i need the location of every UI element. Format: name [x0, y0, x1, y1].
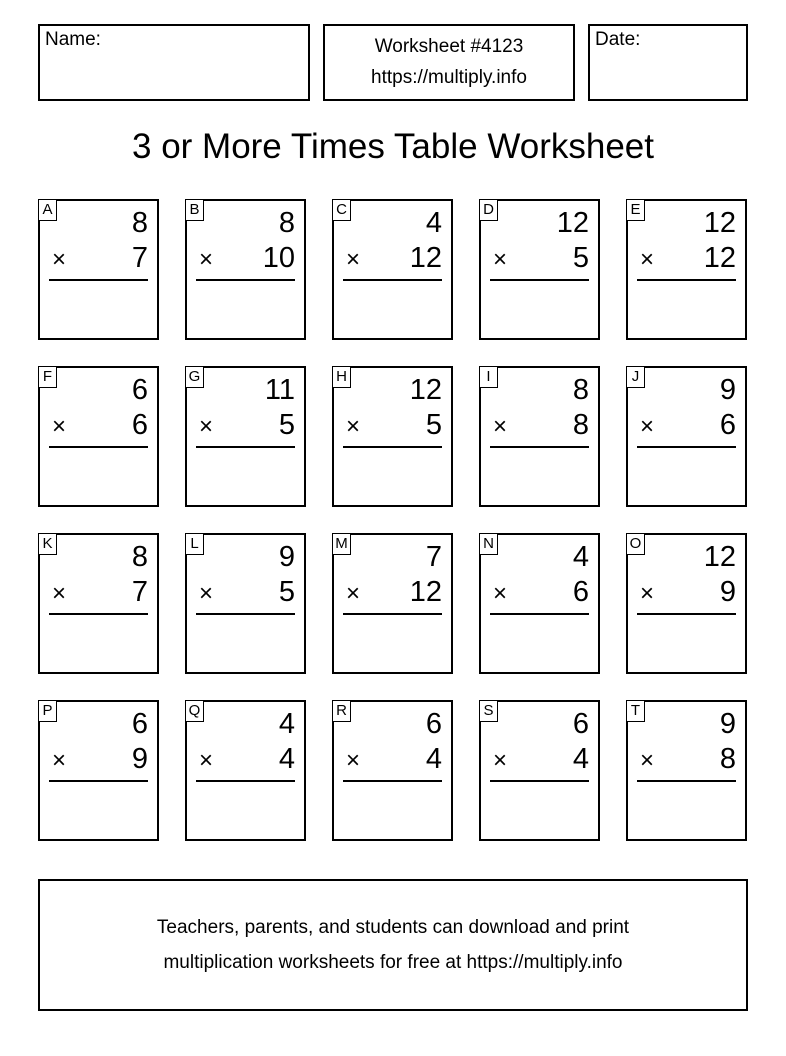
times-sign: ×	[52, 413, 67, 440]
times-sign: ×	[199, 246, 214, 273]
problem-letter: B	[185, 199, 204, 221]
problem-bottom-number: 4	[278, 743, 295, 775]
problem-top-number: 6	[572, 708, 589, 740]
problem-card[interactable]	[626, 366, 747, 507]
problem-bottom-number: 4	[425, 743, 442, 775]
problem-top-number: 12	[409, 374, 442, 406]
problem-top-number: 9	[278, 541, 295, 573]
problem-card[interactable]	[38, 700, 159, 841]
name-field-box[interactable]	[38, 24, 310, 101]
problem-top-number: 12	[703, 541, 736, 573]
problem-bottom-number: 10	[262, 242, 295, 274]
worksheet-number: Worksheet #4123	[374, 36, 524, 57]
answer-line	[49, 613, 148, 615]
problem-top-number: 8	[278, 207, 295, 239]
problem-top-number: 4	[572, 541, 589, 573]
problem-letter: P	[38, 700, 57, 722]
problem-card[interactable]	[626, 700, 747, 841]
problem-letter: O	[626, 533, 645, 555]
problem-letter: H	[332, 366, 351, 388]
answer-line	[343, 780, 442, 782]
times-sign: ×	[199, 747, 214, 774]
answer-line	[196, 780, 295, 782]
problem-letter: M	[332, 533, 351, 555]
problem-card[interactable]	[626, 199, 747, 340]
problem-bottom-number: 8	[719, 743, 736, 775]
worksheet-info-box	[323, 24, 575, 101]
answer-line	[490, 780, 589, 782]
answer-line	[196, 279, 295, 281]
problem-letter: L	[185, 533, 204, 555]
problem-bottom-number: 6	[719, 409, 736, 441]
problem-bottom-number: 12	[409, 576, 442, 608]
problem-letter: G	[185, 366, 204, 388]
problem-top-number: 8	[131, 541, 148, 573]
problem-letter: N	[479, 533, 498, 555]
problem-top-number: 9	[719, 374, 736, 406]
problem-letter: F	[38, 366, 57, 388]
problem-card[interactable]	[38, 533, 159, 674]
times-sign: ×	[52, 747, 67, 774]
problem-bottom-number: 6	[572, 576, 589, 608]
problem-bottom-number: 5	[572, 242, 589, 274]
answer-line	[490, 279, 589, 281]
problem-bottom-number: 6	[131, 409, 148, 441]
problem-top-number: 12	[556, 207, 589, 239]
problem-card[interactable]	[332, 199, 453, 340]
page-title: 3 or More Times Table Worksheet	[132, 127, 654, 166]
problem-bottom-number: 7	[131, 242, 148, 274]
problem-card[interactable]	[332, 533, 453, 674]
times-sign: ×	[640, 413, 655, 440]
times-sign: ×	[346, 246, 361, 273]
problem-card[interactable]	[185, 366, 306, 507]
times-sign: ×	[52, 246, 67, 273]
times-sign: ×	[346, 580, 361, 607]
problem-card[interactable]	[332, 700, 453, 841]
times-sign: ×	[640, 747, 655, 774]
worksheet-url: https://multiply.info	[371, 67, 527, 88]
date-label: Date:	[595, 29, 641, 50]
times-sign: ×	[346, 747, 361, 774]
answer-line	[343, 613, 442, 615]
problem-card[interactable]	[626, 533, 747, 674]
times-sign: ×	[493, 747, 508, 774]
footer-line-1: Teachers, parents, and students can download and print	[156, 917, 630, 938]
problem-letter: S	[479, 700, 498, 722]
answer-line	[196, 446, 295, 448]
problem-letter: Q	[185, 700, 204, 722]
problem-bottom-number: 5	[278, 409, 295, 441]
problem-bottom-number: 9	[719, 576, 736, 608]
answer-line	[343, 279, 442, 281]
problem-card[interactable]	[38, 366, 159, 507]
problem-top-number: 4	[278, 708, 295, 740]
answer-line	[49, 780, 148, 782]
problem-letter: K	[38, 533, 57, 555]
problem-top-number: 7	[425, 541, 442, 573]
problem-bottom-number: 8	[572, 409, 589, 441]
problem-top-number: 12	[703, 207, 736, 239]
problem-bottom-number: 12	[409, 242, 442, 274]
problem-card[interactable]	[479, 366, 600, 507]
problem-top-number: 6	[425, 708, 442, 740]
problem-top-number: 4	[425, 207, 442, 239]
problem-bottom-number: 12	[703, 242, 736, 274]
name-label: Name:	[45, 29, 101, 50]
problem-bottom-number: 5	[278, 576, 295, 608]
answer-line	[343, 446, 442, 448]
problem-card[interactable]	[479, 533, 600, 674]
footer-box	[38, 879, 748, 1011]
times-sign: ×	[493, 246, 508, 273]
problem-bottom-number: 5	[425, 409, 442, 441]
problem-card[interactable]	[479, 199, 600, 340]
times-sign: ×	[199, 413, 214, 440]
answer-line	[637, 613, 736, 615]
answer-line	[490, 446, 589, 448]
answer-line	[49, 446, 148, 448]
problem-top-number: 6	[131, 374, 148, 406]
answer-line	[637, 780, 736, 782]
problem-top-number: 8	[131, 207, 148, 239]
problem-letter: T	[626, 700, 645, 722]
problem-top-number: 11	[264, 374, 295, 406]
problem-top-number: 8	[572, 374, 589, 406]
problem-card[interactable]	[185, 700, 306, 841]
times-sign: ×	[640, 580, 655, 607]
problem-letter: C	[332, 199, 351, 221]
answer-line	[196, 613, 295, 615]
problem-card[interactable]	[38, 199, 159, 340]
footer-line-2: multiplication worksheets for free at https://multiply.info	[163, 952, 623, 973]
answer-line	[637, 446, 736, 448]
times-sign: ×	[493, 580, 508, 607]
problem-letter: J	[626, 366, 645, 388]
times-sign: ×	[199, 580, 214, 607]
problem-letter: E	[626, 199, 645, 221]
problem-bottom-number: 4	[572, 743, 589, 775]
problem-top-number: 6	[131, 708, 148, 740]
answer-line	[49, 279, 148, 281]
times-sign: ×	[52, 580, 67, 607]
problem-letter: I	[479, 366, 498, 388]
problem-letter: R	[332, 700, 351, 722]
answer-line	[637, 279, 736, 281]
problem-card[interactable]	[479, 700, 600, 841]
times-sign: ×	[346, 413, 361, 440]
problem-bottom-number: 7	[131, 576, 148, 608]
problem-bottom-number: 9	[131, 743, 148, 775]
problem-card[interactable]	[332, 366, 453, 507]
times-sign: ×	[493, 413, 508, 440]
problem-letter: D	[479, 199, 498, 221]
problem-top-number: 9	[719, 708, 736, 740]
answer-line	[490, 613, 589, 615]
problem-letter: A	[38, 199, 57, 221]
problem-card[interactable]	[185, 199, 306, 340]
times-sign: ×	[640, 246, 655, 273]
problem-card[interactable]	[185, 533, 306, 674]
date-field-box[interactable]	[588, 24, 748, 101]
